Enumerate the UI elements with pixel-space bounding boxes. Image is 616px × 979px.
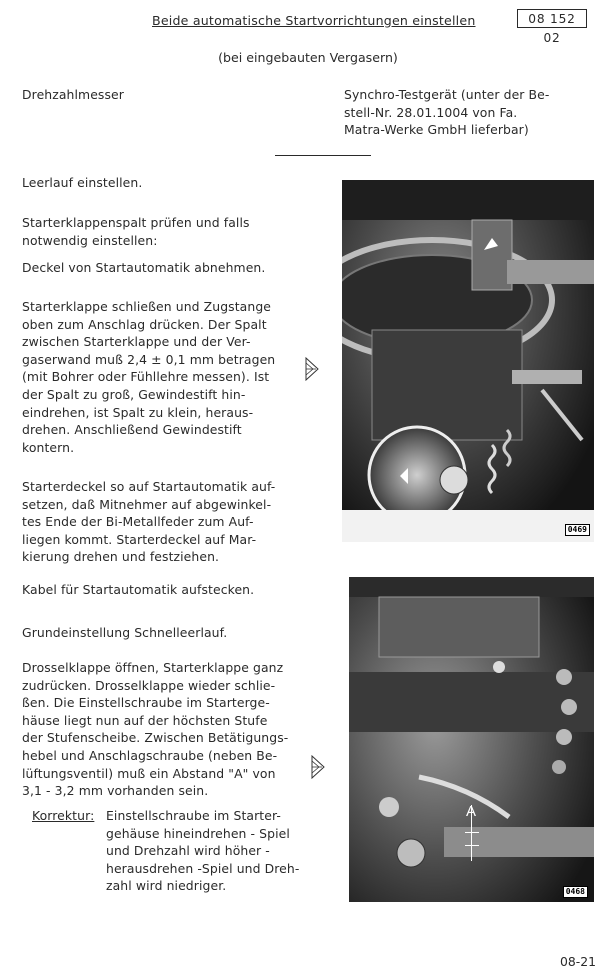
- tool-right: [344, 86, 549, 139]
- step-line: Leerlauf einstellen.: [22, 175, 143, 190]
- step-line: eindrehen, ist Spalt zu klein, heraus-: [22, 404, 254, 420]
- section-divider: [275, 155, 371, 156]
- tool-right-line: stell-Nr. 28.01.1004 von Fa.: [344, 104, 518, 120]
- step-line: kontern.: [22, 439, 75, 455]
- step-fast-idle: [22, 624, 227, 642]
- step-line: Starterdeckel so auf Startautomatik auf-: [22, 479, 276, 494]
- step-remove-cover: [22, 259, 265, 277]
- tool-right-line: Synchro-Testgerät (unter der Be-: [344, 87, 550, 102]
- step-line: zudrücken. Drosselklappe wieder schlie-: [22, 677, 276, 693]
- page-title: Beide automatische Startvorrichtungen einstellen: [152, 13, 476, 28]
- step-line: 3,1 - 3,2 mm vorhanden sein.: [22, 783, 209, 799]
- step-cable: [22, 581, 254, 599]
- right-pointer-triangle-icon: [305, 357, 319, 381]
- step-line: drehen. Anschließend Gewindestift: [22, 422, 242, 438]
- tool-left: Drehzahlmesser: [22, 87, 124, 102]
- korrektur-line: gehäuse hineindrehen - Spiel: [106, 825, 290, 841]
- figure-label: 0468: [563, 886, 588, 898]
- step-line: kierung drehen und festziehen.: [22, 549, 220, 565]
- document-code: 08 152 02: [517, 9, 587, 28]
- step-line: Starterklappe schließen und Zugstange: [22, 299, 272, 314]
- step-line: Deckel von Startautomatik abnehmen.: [22, 260, 266, 275]
- gap-tick: [465, 845, 479, 846]
- korrektur-line: und Drehzahl wird höher -: [106, 843, 270, 859]
- step-line: Kabel für Startautomatik aufstecken.: [22, 582, 255, 597]
- step-choke-gap: [22, 298, 275, 456]
- step-fit-cover: [22, 478, 275, 566]
- step-line: oben zum Anschlag drücken. Der Spalt: [22, 316, 267, 332]
- figure-choke-photo: [342, 180, 594, 542]
- step-line: Grundeinstellung Schnelleerlauf.: [22, 625, 228, 640]
- gap-marker-a: A: [466, 803, 477, 820]
- korrektur-line: Einstellschraube im Starter-: [106, 808, 281, 823]
- right-pointer-triangle-icon: [311, 755, 325, 779]
- step-check-gap: [22, 214, 250, 249]
- step-throttle: [22, 659, 288, 800]
- gap-tick: [465, 832, 479, 833]
- step-line: Drosselklappe öffnen, Starterklappe ganz: [22, 660, 284, 675]
- step-line: setzen, daß Mitnehmer auf abgewinkel-: [22, 496, 272, 512]
- step-line: notwendig einstellen:: [22, 232, 158, 248]
- korrektur-text: [106, 807, 299, 895]
- step-line: ßen. Die Einstellschraube im Starterge-: [22, 695, 270, 711]
- step-line: Starterklappenspalt prüfen und falls: [22, 215, 250, 230]
- step-line: tes Ende der Bi-Metallfeder zum Auf-: [22, 514, 254, 530]
- figure-fast-idle-photo: [349, 577, 594, 902]
- step-line: zwischen Starterklappe und der Ver-: [22, 334, 251, 350]
- step-line: liegen kommt. Starterdeckel auf Mar-: [22, 531, 257, 547]
- figure-label: 0469: [565, 524, 590, 536]
- step-line: (mit Bohrer oder Fühllehre messen). Ist: [22, 369, 270, 385]
- korrektur-line: zahl wird niedriger.: [106, 878, 227, 894]
- page-number: 08-21: [559, 954, 596, 969]
- step-line: häuse liegt nun auf der höchsten Stufe: [22, 712, 268, 728]
- step-line: der Spalt zu groß, Gewindestift hin-: [22, 386, 246, 402]
- step-line: lüftungsventil) muß ein Abstand "A" von: [22, 765, 276, 781]
- page-subtitle: (bei eingebauten Vergasern): [218, 50, 398, 65]
- tool-right-line: Matra-Werke GmbH lieferbar): [344, 122, 529, 138]
- step-line: der Stufenscheibe. Zwischen Betätigungs-: [22, 730, 289, 746]
- step-line: hebel und Anschlagschraube (neben Be-: [22, 747, 278, 763]
- korrektur-line: herausdrehen -Spiel und Dreh-: [106, 860, 300, 876]
- step-idle: [22, 174, 142, 192]
- korrektur-label: Korrektur:: [32, 808, 95, 823]
- step-line: gaserwand muß 2,4 ± 0,1 mm betragen: [22, 351, 276, 367]
